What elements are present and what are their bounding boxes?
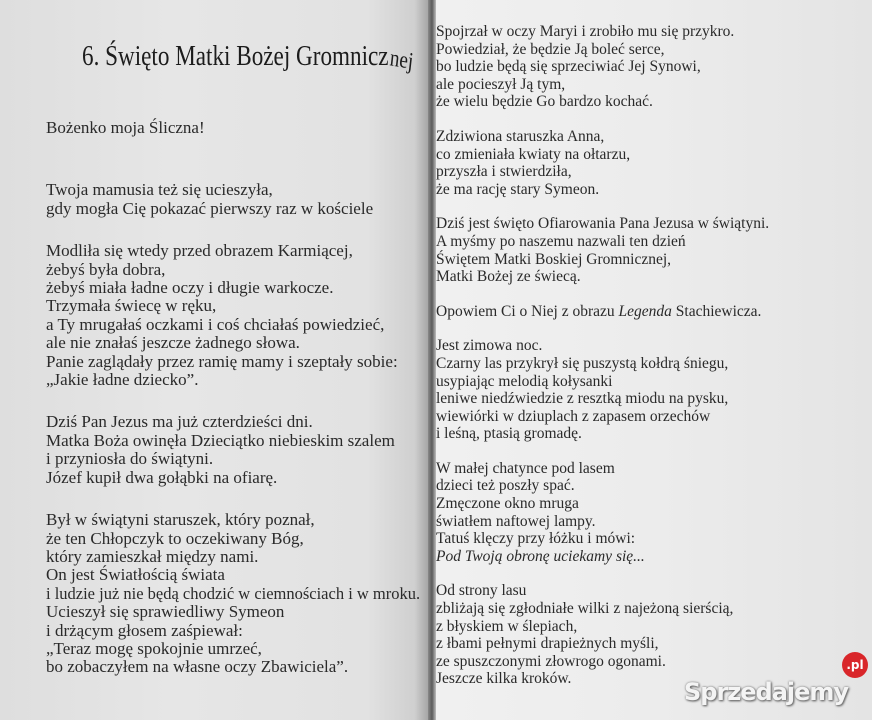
stanza-gap — [436, 111, 856, 128]
poem-line: Czarny las przykrył się puszystą kołdrą śniegu, — [436, 354, 729, 372]
poem-line: Jeszcze kilka kroków. — [436, 670, 572, 688]
poem-line: ale nie znałaś jeszcze żadnego słowa. — [46, 333, 300, 353]
poem-line: który zamieszkał między nami. — [46, 546, 259, 566]
watermark-badge: .pl — [842, 652, 868, 678]
poem-line: i ludzie już nie będą chodzić w ciemnościach i w mroku. — [46, 583, 421, 603]
poem-line: Powiedział, że będzie Ją boleć serce, — [436, 40, 665, 58]
poem-line — [436, 303, 761, 321]
poem-line: bo ludzie będą się sprzeciwiać Jej Synowi, — [436, 58, 701, 76]
stanza-gap — [436, 286, 856, 303]
chapter-title-tail: nej — [388, 45, 415, 76]
text-segment: Stachiewicza. — [671, 302, 762, 320]
right-page-text — [436, 23, 856, 688]
poem-line: gdy mogła Cię pokazać pierwszy raz w kościele — [46, 198, 374, 218]
poem-line: bo zobaczyłem na własne oczy Zbawiciela”. — [46, 657, 349, 677]
poem-line: z błyskiem w ślepiach, — [436, 617, 578, 635]
poem-line: i leśną, ptasią gromadę. — [436, 425, 582, 443]
poem-line: że ten Chłopczyk to oczekiwany Bóg, — [46, 528, 304, 548]
stanza-gap — [46, 137, 422, 181]
poem-line: że ma rację stary Symeon. — [436, 180, 600, 198]
poem-line: Zdziwiona staruszka Anna, — [436, 127, 605, 145]
poem-line: Matki Bożej ze świecą. — [436, 268, 581, 286]
left-page-text — [46, 119, 422, 677]
poem-line: i drżącym głosem zaśpiewał: — [46, 620, 243, 640]
stanza-gap — [436, 320, 856, 337]
poem-line: żebyś była dobra, — [46, 259, 166, 279]
poem-line: Trzymała świecę w ręku, — [46, 296, 217, 316]
poem-line: Był w świątyni staruszek, który poznał, — [46, 510, 315, 530]
poem-line: usypiając melodią kołysanki — [436, 372, 613, 390]
chapter-title-main: 6. Święto Matki Bożej Gromnicz — [82, 40, 389, 72]
poem-line: Od strony lasu — [436, 582, 527, 600]
poem-line: dzieci też poszły spać. — [436, 477, 575, 495]
poem-line: co zmieniała kwiaty na ołtarzu, — [436, 145, 631, 163]
poem-line: zbliżają się zgłodniałe wilki z najeżoną sierścią, — [436, 600, 734, 618]
poem-line: i przyniosła do świątyni. — [46, 449, 214, 469]
poem-line: ale pocieszył Ją tym, — [436, 75, 566, 93]
poem-line: leniwe niedźwiedzie z resztką miodu na pysku, — [436, 390, 729, 408]
poem-line: że wielu będzie Go bardzo kochać. — [436, 93, 653, 111]
poem-line: z łbami pełnymi drapieżnych myśli, — [436, 635, 659, 653]
poem-line: Modliła się wtedy przed obrazem Karmiącej, — [46, 241, 353, 261]
poem-line: żebyś miała ładne oczy i długie warkocze. — [46, 278, 334, 298]
watermark-logo: Sprzedajemy — [684, 678, 849, 706]
poem-line: Jest zimowa noc. — [436, 337, 543, 355]
poem-line: „Jakie ładne dziecko”. — [46, 370, 199, 390]
poem-line: a Ty mrugałaś oczkami i coś chciałaś powiedzieć, — [46, 314, 385, 334]
stanza-gap — [46, 487, 422, 511]
poem-line: Dziś Pan Jezus ma już czterdzieści dni. — [46, 412, 313, 432]
poem-line: Twoja mamusia też się ucieszyła, — [46, 180, 273, 200]
poem-line: Bożenko moja Śliczna! — [46, 118, 205, 137]
poem-line: ze spuszczonymi złowrogo ogonami. — [436, 652, 666, 670]
book-spine — [428, 0, 436, 720]
text-segment: Opowiem Ci o Niej z obrazu — [436, 302, 619, 320]
poem-line: wiewiórki w dziuplach z zapasem orzechów — [436, 407, 711, 425]
stanza-gap — [436, 565, 856, 582]
stanza-gap — [46, 389, 422, 413]
chapter-title — [82, 40, 415, 76]
poem-line — [436, 548, 645, 566]
stanza-gap — [46, 218, 422, 242]
poem-line: A myśmy po naszemu nazwali ten dzień — [436, 232, 686, 250]
stanza-gap — [436, 443, 856, 460]
poem-line: W małej chatynce pod lasem — [436, 459, 615, 477]
poem-line: przyszła i stwierdziła, — [436, 163, 572, 181]
poem-line: Ucieszył się sprawiedliwy Symeon — [46, 602, 285, 622]
poem-line: Zmęczone okno mruga — [436, 495, 579, 513]
poem-line: światłem naftowej lampy. — [436, 512, 596, 530]
poem-line: Dziś jest święto Ofiarowania Pana Jezusa w świątyni. — [436, 215, 770, 233]
italic-text: Pod Twoją obronę uciekamy się... — [436, 547, 645, 565]
poem-line: On jest Światłością świata — [46, 565, 225, 585]
poem-line: Świętem Matki Boskiej Gromnicznej, — [436, 250, 672, 268]
italic-text: Legenda — [618, 302, 672, 320]
poem-line: Matka Boża owinęła Dzieciątko niebieskim szalem — [46, 430, 395, 450]
poem-line: Spojrzał w oczy Maryi i zrobiło mu się przykro. — [436, 23, 735, 40]
poem-line: Józef kupił dwa gołąbki na ofiarę. — [46, 467, 278, 487]
poem-line: Panie zaglądały przez ramię mamy i szeptały sobie: — [46, 351, 398, 371]
poem-line: Tatuś klęczy przy łóżku i mówi: — [436, 530, 636, 548]
stanza-gap — [436, 198, 856, 215]
poem-line: „Teraz mogę spokojnie umrzeć, — [46, 638, 262, 658]
